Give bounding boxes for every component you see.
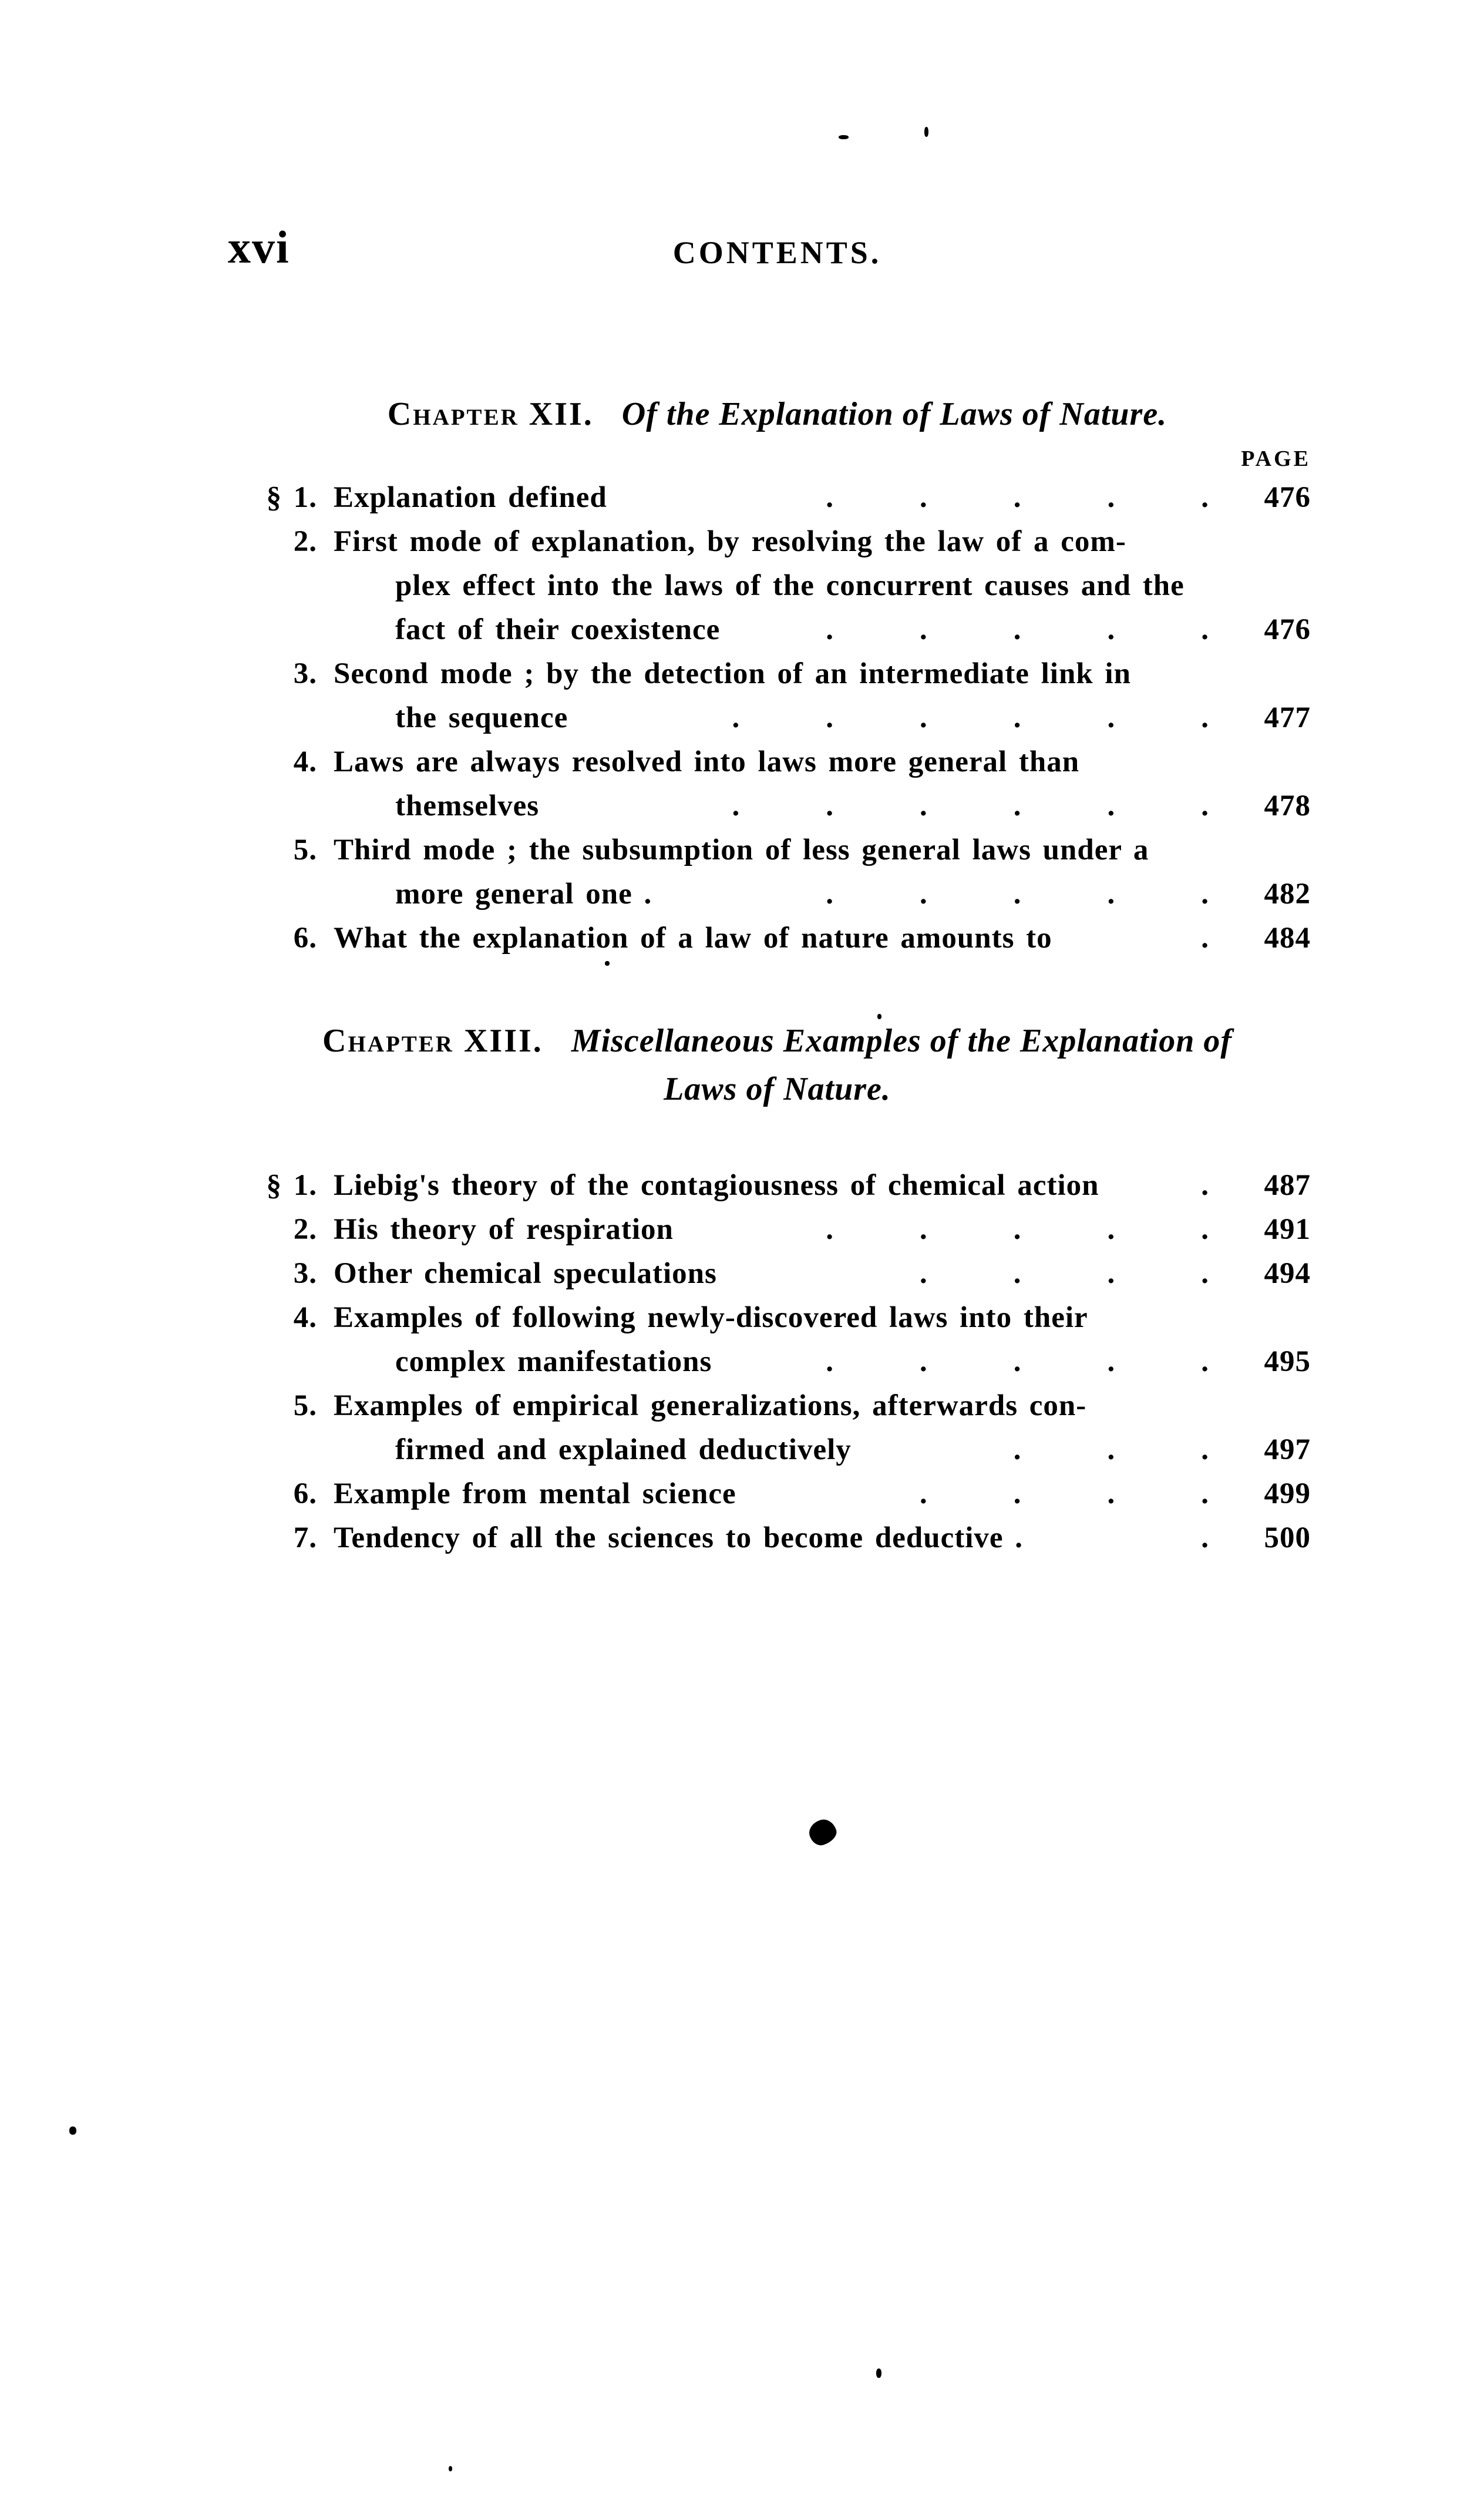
leader-dot: . bbox=[1201, 1433, 1209, 1466]
entry-text: fact of their coexistence bbox=[395, 613, 721, 646]
toc-line bbox=[244, 564, 1311, 608]
entry-number: 6. bbox=[293, 922, 317, 955]
entry-number: 2. bbox=[293, 1213, 317, 1246]
leader-dot: . bbox=[1013, 1257, 1022, 1290]
page-number: 499 bbox=[1264, 1477, 1311, 1510]
leader-dot: . bbox=[1107, 481, 1116, 514]
toc-line bbox=[244, 1472, 1311, 1516]
leader-dot: . bbox=[1201, 1257, 1209, 1290]
toc-line bbox=[244, 1296, 1311, 1340]
entry-text: firmed and explained deductively bbox=[395, 1433, 852, 1466]
scan-speck bbox=[924, 127, 928, 137]
leader-dot: . bbox=[1201, 1169, 1209, 1202]
dot-leader bbox=[720, 608, 1243, 652]
entry-text: What the explanation of a law of nature amounts to bbox=[334, 922, 1052, 955]
toc-line bbox=[244, 608, 1311, 652]
entry-text: Laws are always resolved into laws more general than bbox=[334, 745, 1080, 778]
entry-text: Example from mental science bbox=[334, 1477, 736, 1510]
leader-dot: . bbox=[1107, 1257, 1116, 1290]
toc-content bbox=[244, 0, 1311, 1560]
chapter-13-heading-line2 bbox=[244, 1065, 1311, 1113]
leader-dot: . bbox=[1013, 1345, 1022, 1378]
leader-dot: . bbox=[1013, 1477, 1022, 1510]
entry-text: Liebig's theory of the contagiousness of chemical action bbox=[334, 1169, 1099, 1202]
entry-number: 3. bbox=[293, 1257, 317, 1290]
entry-number: 7. bbox=[293, 1521, 317, 1554]
leader-dot: . bbox=[1107, 1477, 1116, 1510]
entry-text: Second mode ; by the detection of an intermediate link in bbox=[334, 657, 1131, 690]
toc-line bbox=[244, 784, 1311, 828]
toc-line bbox=[244, 476, 1311, 520]
chapter-13-title-line1: Miscellaneous Examples of the Explanation of bbox=[571, 1023, 1232, 1059]
entry-number: 5. bbox=[293, 1389, 317, 1422]
page-number: 482 bbox=[1264, 878, 1311, 911]
toc-line bbox=[244, 1516, 1311, 1560]
leader-dot: . bbox=[1013, 1433, 1022, 1466]
leader-dot: . bbox=[1201, 1213, 1209, 1246]
dot-leader bbox=[1023, 1516, 1243, 1560]
leader-dot: . bbox=[920, 481, 928, 514]
leader-dot: . bbox=[826, 1213, 834, 1246]
leader-dot: . bbox=[920, 613, 928, 646]
toc-line bbox=[244, 872, 1311, 916]
leader-dot: . bbox=[732, 701, 741, 734]
page-number: 500 bbox=[1264, 1521, 1311, 1554]
entry-text: the sequence bbox=[395, 701, 568, 734]
entry-number: 3. bbox=[293, 657, 317, 690]
toc-line bbox=[244, 1428, 1311, 1472]
chapter-13-toc-list bbox=[244, 1164, 1311, 1560]
page-number: 476 bbox=[1264, 481, 1311, 514]
ink-blot bbox=[806, 1816, 840, 1848]
chapter-12-title: Of the Explanation of Laws of Nature. bbox=[621, 396, 1167, 432]
entry-text: Third mode ; the subsumption of less general laws under a bbox=[334, 834, 1149, 866]
toc-line bbox=[244, 1164, 1311, 1208]
dot-leader bbox=[1052, 916, 1243, 960]
leader-dot: . bbox=[1107, 613, 1116, 646]
scan-speck bbox=[877, 1014, 881, 1019]
dot-leader bbox=[607, 476, 1243, 520]
entry-text: Tendency of all the sciences to become deductive . bbox=[334, 1521, 1024, 1554]
chapter-12-heading bbox=[244, 392, 1311, 436]
entry-number: § 1. bbox=[266, 1169, 317, 1202]
scan-speck bbox=[449, 2466, 452, 2471]
toc-line bbox=[244, 1384, 1311, 1428]
leader-dot: . bbox=[920, 701, 928, 734]
entry-text: plex effect into the laws of the concurrent causes and the bbox=[395, 569, 1184, 602]
leader-dot: . bbox=[920, 1345, 928, 1378]
page-number: 487 bbox=[1264, 1169, 1311, 1202]
leader-dot: . bbox=[1201, 1345, 1209, 1378]
page-number: 476 bbox=[1264, 613, 1311, 646]
leader-dot: . bbox=[1201, 701, 1209, 734]
dot-leader bbox=[1099, 1164, 1244, 1208]
dot-leader bbox=[539, 784, 1243, 828]
toc-line bbox=[244, 652, 1311, 696]
leader-dot: . bbox=[1013, 790, 1022, 822]
entry-text: His theory of respiration bbox=[334, 1213, 674, 1246]
toc-line bbox=[244, 1340, 1311, 1384]
toc-line bbox=[244, 1208, 1311, 1252]
leader-dot: . bbox=[1013, 1213, 1022, 1246]
leader-dot: . bbox=[920, 878, 928, 911]
leader-dot: . bbox=[1013, 701, 1022, 734]
page-number: 495 bbox=[1264, 1345, 1311, 1378]
leader-dot: . bbox=[826, 1345, 834, 1378]
dot-leader bbox=[712, 1340, 1243, 1384]
leader-dot: . bbox=[1201, 922, 1209, 955]
toc-line bbox=[244, 828, 1311, 872]
dot-leader bbox=[674, 1208, 1243, 1252]
leader-dot: . bbox=[826, 613, 834, 646]
leader-dot: . bbox=[1107, 790, 1116, 822]
entry-text: First mode of explanation, by resolving the law of a com- bbox=[334, 525, 1126, 558]
dot-leader bbox=[717, 1252, 1243, 1296]
entry-number: § 1. bbox=[266, 481, 317, 514]
folio-page-number: xvi bbox=[228, 221, 290, 273]
toc-line bbox=[244, 696, 1311, 740]
leader-dot: . bbox=[826, 701, 834, 734]
toc-line bbox=[244, 1252, 1311, 1296]
leader-dot: . bbox=[826, 878, 834, 911]
leader-dot: . bbox=[1013, 481, 1022, 514]
entry-text: more general one . bbox=[395, 878, 652, 911]
chapter-13-label: Chapter XIII. bbox=[322, 1023, 543, 1059]
leader-dot: . bbox=[920, 1213, 928, 1246]
page-number: 478 bbox=[1264, 790, 1311, 822]
leader-dot: . bbox=[1201, 1521, 1209, 1554]
page-number: 491 bbox=[1264, 1213, 1311, 1246]
leader-dot: . bbox=[1013, 878, 1022, 911]
entry-number: 6. bbox=[293, 1477, 317, 1510]
leader-dot: . bbox=[1013, 613, 1022, 646]
running-title: CONTENTS. bbox=[672, 235, 882, 270]
entry-text: Other chemical speculations bbox=[334, 1257, 717, 1290]
leader-dot: . bbox=[826, 481, 834, 514]
page-number: 477 bbox=[1264, 701, 1311, 734]
toc-line bbox=[244, 916, 1311, 960]
leader-dot: . bbox=[1201, 613, 1209, 646]
entry-text: themselves bbox=[395, 790, 540, 822]
entry-number: 5. bbox=[293, 834, 317, 866]
leader-dot: . bbox=[920, 790, 928, 822]
leader-dot: . bbox=[1107, 1433, 1116, 1466]
leader-dot: . bbox=[1201, 481, 1209, 514]
toc-line bbox=[244, 520, 1311, 564]
scan-speck bbox=[876, 2369, 881, 2378]
leader-dot: . bbox=[1201, 790, 1209, 822]
leader-dot: . bbox=[1107, 878, 1116, 911]
dot-leader bbox=[652, 872, 1243, 916]
leader-dot: . bbox=[1107, 701, 1116, 734]
chapter-13-title-line2: Laws of Nature. bbox=[664, 1071, 891, 1107]
chapter-12-label: Chapter XII. bbox=[387, 396, 594, 432]
page-number: 494 bbox=[1264, 1257, 1311, 1290]
dot-leader bbox=[852, 1428, 1243, 1472]
page-column-label: PAGE bbox=[1241, 446, 1311, 471]
chapter-13-heading-line1 bbox=[244, 1017, 1311, 1065]
scan-speck bbox=[69, 2127, 76, 2135]
leader-dot: . bbox=[920, 1477, 928, 1510]
leader-dot: . bbox=[1107, 1213, 1116, 1246]
page-number: 497 bbox=[1264, 1433, 1311, 1466]
entry-text: Explanation defined bbox=[334, 481, 607, 514]
scan-speck bbox=[605, 961, 610, 966]
dot-leader bbox=[568, 696, 1243, 740]
entry-text: complex manifestations bbox=[395, 1345, 712, 1378]
toc-line bbox=[244, 740, 1311, 784]
leader-dot: . bbox=[826, 790, 834, 822]
chapter-12-toc-list bbox=[244, 476, 1311, 960]
entry-number: 4. bbox=[293, 745, 317, 778]
scan-speck bbox=[839, 135, 849, 139]
entry-text: Examples of empirical generalizations, afterwards con- bbox=[334, 1389, 1087, 1422]
entry-number: 4. bbox=[293, 1301, 317, 1334]
leader-dot: . bbox=[920, 1257, 928, 1290]
leader-dot: . bbox=[1107, 1345, 1116, 1378]
dot-leader bbox=[736, 1472, 1243, 1516]
leader-dot: . bbox=[1201, 1477, 1209, 1510]
page-number: 484 bbox=[1264, 922, 1311, 955]
entry-number: 2. bbox=[293, 525, 317, 558]
leader-dot: . bbox=[1201, 878, 1209, 911]
entry-text: Examples of following newly-discovered laws into their bbox=[334, 1301, 1088, 1334]
leader-dot: . bbox=[732, 790, 741, 822]
